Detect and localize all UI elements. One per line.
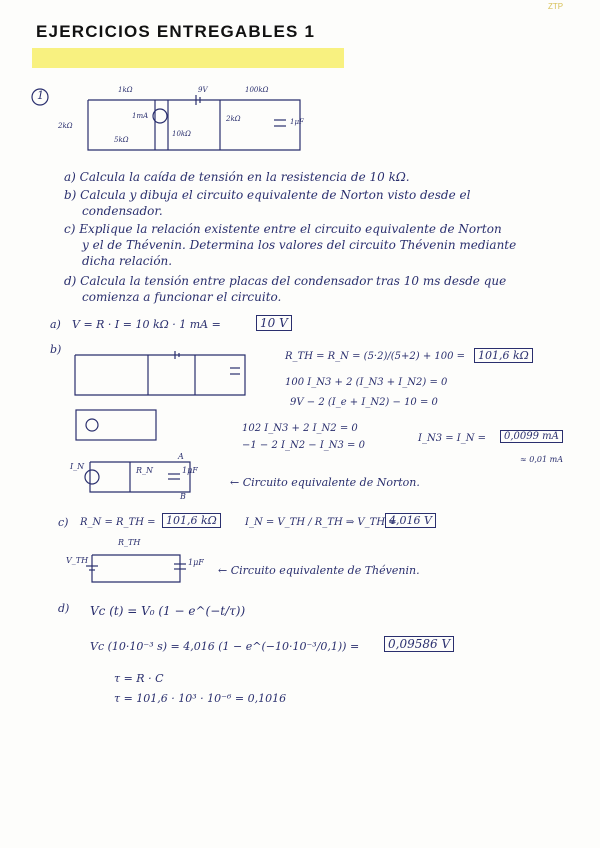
question-c-line2: y el de Thévenin. Determina los valores del circuito Thévenin mediante xyxy=(82,238,517,252)
exercise-number: 1 xyxy=(37,89,44,102)
answer-b-eq4: −1 − 2 I_N2 − I_N3 = 0 xyxy=(242,440,365,451)
label-r-mid: 10kΩ xyxy=(172,130,191,138)
answer-d-eq1: Vc (t) = V₀ (1 − e^(−t/τ)) xyxy=(90,604,246,618)
answer-c-equation: R_N = R_TH = xyxy=(80,517,156,528)
thevenin-vth-label: V_TH xyxy=(66,556,89,565)
thevenin-c-label: 1μF xyxy=(188,558,204,567)
answer-b-eq3: 102 I_N3 + 2 I_N2 = 0 xyxy=(242,423,358,434)
answer-d-label: d) xyxy=(58,602,70,615)
question-c-line3: dicha relación. xyxy=(82,254,173,268)
question-d-line1: d) Calcula la tensión entre placas del condensador tras 10 ms desde que xyxy=(64,274,507,288)
question-c-line1: c) Explique la relación existente entre el circuito equivalente de Norton xyxy=(64,222,502,236)
answer-b-in: I_N3 = I_N = xyxy=(418,433,487,444)
page-title: EJERCICIOS ENTREGABLES 1 xyxy=(36,22,316,41)
question-b-line2: condensador. xyxy=(82,204,163,218)
norton-c-label: 1μF xyxy=(182,466,198,475)
label-i-source: 1mA xyxy=(132,112,149,120)
thevenin-circuit xyxy=(86,555,186,582)
label-r-bottom: 5kΩ xyxy=(114,136,129,144)
answer-d-eq2: Vc (10·10⁻³ s) = 4,016 (1 − e^(−10·10⁻³/0,1)) = xyxy=(90,640,360,653)
answer-b-in-result: 0,0099 mA xyxy=(500,430,563,443)
corner-stamp: ZTP xyxy=(548,2,564,11)
label-r-top-right: 100kΩ xyxy=(245,86,269,94)
source-sketch xyxy=(76,410,156,440)
question-b-line1: b) Calcula y dibuja el circuito equivalente de Norton visto desde el xyxy=(64,188,471,202)
answer-c-vth: 4,016 V xyxy=(385,513,436,528)
answer-c-result: 101,6 kΩ xyxy=(162,513,221,528)
label-r-left: 2kΩ xyxy=(58,122,73,130)
answer-d-result: 0,09586 V xyxy=(384,636,454,652)
norton-caption: ← Circuito equivalente de Norton. xyxy=(230,476,420,489)
answer-b-rth: R_TH = R_N = (5·2)/(5+2) + 100 = xyxy=(285,351,466,362)
norton-node-a: A xyxy=(178,452,184,461)
answer-b-eq2: 9V − 2 (I_e + I_N2) − 10 = 0 xyxy=(290,397,438,408)
answer-d-eq3: τ = R · C xyxy=(114,672,164,685)
thevenin-rth-label: R_TH xyxy=(118,538,141,547)
question-a: a) Calcula la caída de tensión en la resistencia de 10 kΩ. xyxy=(64,170,410,184)
norton-node-b: B xyxy=(180,492,186,501)
answer-b-rth-result: 101,6 kΩ xyxy=(474,348,533,363)
label-capacitor: 1μF xyxy=(290,118,304,126)
answer-d-eq4: τ = 101,6 · 10³ · 10⁻⁶ = 0,1016 xyxy=(114,692,287,705)
answer-b-eq1: 100 I_N3 + 2 (I_N3 + I_N2) = 0 xyxy=(285,377,448,388)
answer-c-vth-relation: I_N = V_TH / R_TH ⇒ V_TH = xyxy=(245,517,397,528)
question-d-line2: comienza a funcionar el circuito. xyxy=(82,290,282,304)
norton-rn-label: R_N xyxy=(136,466,154,475)
answer-a-label: a) xyxy=(50,318,61,331)
answer-a-equation: V = R · I = 10 kΩ · 1 mA = xyxy=(72,318,221,331)
label-r-right: 2kΩ xyxy=(226,115,241,123)
answer-b-label: b) xyxy=(50,343,62,356)
answer-a-result: 10 V xyxy=(256,315,292,331)
label-v-source: 9V xyxy=(198,86,208,94)
answer-b-in-approx: ≈ 0,01 mA xyxy=(520,455,563,464)
b-circuit xyxy=(75,351,245,395)
answer-c-label: c) xyxy=(58,516,69,529)
norton-in-label: I_N xyxy=(70,462,85,471)
thevenin-caption: ← Circuito equivalente de Thévenin. xyxy=(218,564,420,577)
label-r-top: 1kΩ xyxy=(118,86,133,94)
